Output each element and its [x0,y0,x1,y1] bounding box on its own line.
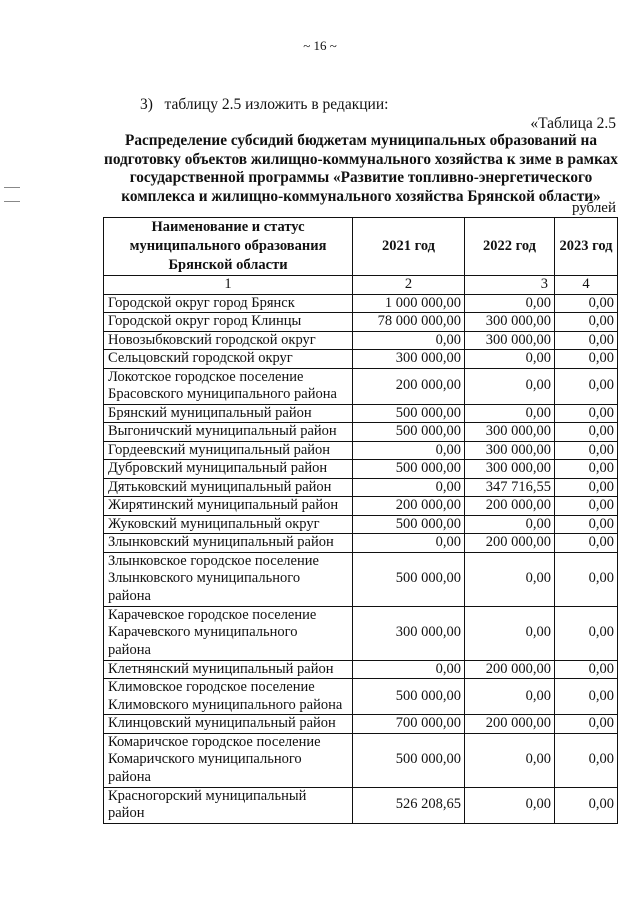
municipality-name [104,606,353,660]
header-name-line: Наименование и статус [151,219,305,235]
table-row [104,368,618,404]
table-row [104,715,618,734]
table-title-line: Распределение субсидий бюджетам муниципальных образований на [124,132,597,149]
municipality-name-line: района [108,768,151,785]
table-row [104,497,618,516]
table-row [104,606,618,660]
amount-2023: 0,00 [555,679,618,715]
table-row [104,787,618,823]
amount-2023: 0,00 [555,404,618,423]
amount-2023: 0,00 [555,423,618,442]
municipality-name [104,313,353,332]
table-row [104,441,618,460]
amount-2021: 200 000,00 [353,497,465,516]
header-name [104,218,353,276]
table-row [104,679,618,715]
amount-2021: 500 000,00 [353,552,465,606]
amount-2022: 300 000,00 [465,423,555,442]
municipality-name-line: Сельцовский городской округ [108,350,293,366]
amount-2022: 200 000,00 [465,497,555,516]
amount-2022: 0,00 [465,679,555,715]
municipality-name-line: Гордеевский муниципальный район [108,441,331,458]
amount-2021: 0,00 [353,660,465,679]
amount-2022: 0,00 [465,404,555,423]
municipality-name-line: Новозыбковский городской округ [108,331,316,348]
municipality-name-line: Красногорский муниципальный [108,787,307,804]
amount-2023: 0,00 [555,331,618,350]
municipality-name [104,733,353,787]
amount-2022: 300 000,00 [465,460,555,479]
amount-2021: 500 000,00 [353,679,465,715]
amount-2021: 300 000,00 [353,350,465,369]
amount-2022: 0,00 [465,350,555,369]
amount-2022: 0,00 [465,368,555,404]
table-title-line: комплекса и жилищно-коммунального хозяйства Брянской области» [121,187,601,205]
amount-2022: 0,00 [465,733,555,787]
municipality-name [104,552,353,606]
amount-2023: 0,00 [555,497,618,516]
amount-2022: 300 000,00 [465,331,555,350]
table-title-line: подготовку объектов жилищно-коммунального хозяйства к зиме в рамках [104,150,618,168]
amount-2022: 0,00 [465,552,555,606]
table-row [104,733,618,787]
municipality-name [104,515,353,534]
municipality-name-line: Брянский муниципальный район [108,404,312,421]
municipality-name [104,460,353,479]
amount-2021: 78 000 000,00 [353,313,465,332]
municipality-name [104,787,353,823]
municipality-name-line: Жирятинский муниципальный район [108,497,339,513]
margin-scan-mark [4,187,20,188]
table-row [104,404,618,423]
amount-2023: 0,00 [555,715,618,734]
amount-2023: 0,00 [555,552,618,606]
amount-2022: 0,00 [465,606,555,660]
municipality-name [104,404,353,423]
margin-scan-mark [4,201,20,202]
municipality-name [104,679,353,715]
municipality-name-line: Локотское городское поселение [108,368,304,385]
municipality-name-line: района [108,641,151,658]
municipality-name [104,441,353,460]
amount-2021: 500 000,00 [353,423,465,442]
table-row [104,478,618,497]
amount-2023: 0,00 [555,478,618,497]
amount-2021: 0,00 [353,478,465,497]
table-row [104,423,618,442]
municipality-name [104,660,353,679]
amount-2023: 0,00 [555,534,618,553]
table-title-line: государственной программы «Развитие топливно-энергетического [129,169,593,186]
municipality-name-line: Брасовского муниципального района [108,386,337,402]
amendment-intro: 3) таблицу 2.5 изложить в редакции: [140,96,389,113]
municipality-name [104,715,353,734]
municipality-name [104,350,353,369]
municipality-name-line: Городской округ город Клинцы [108,313,302,329]
municipality-name-line: Карачевского муниципального [108,624,298,641]
amount-2023: 0,00 [555,313,618,332]
amount-2021: 200 000,00 [353,368,465,404]
amount-2022: 300 000,00 [465,313,555,332]
amount-2022: 0,00 [465,787,555,823]
amount-2022: 300 000,00 [465,441,555,460]
municipality-name [104,497,353,516]
municipality-name-line: района [108,587,151,604]
municipality-name-line: Карачевское городское поселение [108,606,317,623]
amount-2021: 0,00 [353,534,465,553]
municipality-name [104,331,353,350]
amount-2021: 1 000 000,00 [353,294,465,313]
column-index-row [104,276,618,295]
header-2023: 2023 год [555,218,618,276]
header-name-line: муниципального образования [129,238,327,254]
subsidy-table [103,217,618,824]
table-label: «Таблица 2.5 [530,115,616,132]
amount-2023: 0,00 [555,733,618,787]
municipality-name-line: Комаричского муниципального [108,751,302,768]
amount-2021: 500 000,00 [353,515,465,534]
amount-2023: 0,00 [555,368,618,404]
amount-2022: 200 000,00 [465,715,555,734]
amount-2023: 0,00 [555,606,618,660]
amount-2021: 300 000,00 [353,606,465,660]
table-row [104,515,618,534]
header-name-line: Брянской области [168,257,288,273]
amount-2023: 0,00 [555,660,618,679]
amount-2021: 500 000,00 [353,733,465,787]
amount-2021: 0,00 [353,331,465,350]
municipality-name-line: Климовское городское поселение [108,679,315,695]
amount-2022: 0,00 [465,515,555,534]
column-index: 1 [104,276,353,295]
table-row [104,460,618,479]
header-row [104,218,618,276]
amount-2022: 200 000,00 [465,534,555,553]
municipality-name [104,478,353,497]
header-2022: 2022 год [465,218,555,276]
page-number: ~ 16 ~ [303,38,337,53]
currency-unit: рублей [571,200,616,216]
municipality-name-line: Клетнянский муниципальный район [108,660,334,677]
amount-2023: 0,00 [555,460,618,479]
municipality-name-line: Злынковского муниципального [108,570,301,587]
table-row [104,552,618,606]
municipality-name-line: Клинцовский муниципальный район [108,715,336,731]
amount-2021: 0,00 [353,441,465,460]
table-title [96,132,626,206]
municipality-name-line: Дятьковский муниципальный район [108,478,332,495]
amount-2021: 500 000,00 [353,460,465,479]
municipality-name [104,534,353,553]
municipality-name-line: Городской округ город Брянск [108,294,295,311]
municipality-name-line: Жуковский муниципальный округ [108,515,320,532]
municipality-name-line: Злынковский муниципальный район [108,534,334,550]
table-row [104,660,618,679]
table-row [104,534,618,553]
municipality-name-line: Злынковское городское поселение [108,552,319,569]
municipality-name-line: Выгоничский муниципальный район [108,423,337,439]
municipality-name [104,423,353,442]
table-row [104,331,618,350]
municipality-name-line: Комаричское городское поселение [108,733,321,750]
amount-2022: 200 000,00 [465,660,555,679]
amount-2022: 347 716,55 [465,478,555,497]
table-row [104,350,618,369]
column-index: 4 [555,276,618,295]
municipality-name [104,294,353,313]
amount-2023: 0,00 [555,441,618,460]
municipality-name-line: район [108,805,145,821]
header-2021: 2021 год [353,218,465,276]
amount-2023: 0,00 [555,350,618,369]
amount-2021: 500 000,00 [353,404,465,423]
amount-2021: 700 000,00 [353,715,465,734]
column-index: 3 [465,276,555,295]
column-index: 2 [353,276,465,295]
amount-2021: 526 208,65 [353,787,465,823]
amount-2023: 0,00 [555,294,618,313]
amount-2022: 0,00 [465,294,555,313]
municipality-name [104,368,353,404]
table-row [104,294,618,313]
amount-2023: 0,00 [555,515,618,534]
amount-2023: 0,00 [555,787,618,823]
municipality-name-line: Дубровский муниципальный район [108,460,328,476]
municipality-name-line: Климовского муниципального района [108,696,343,713]
table-row [104,313,618,332]
